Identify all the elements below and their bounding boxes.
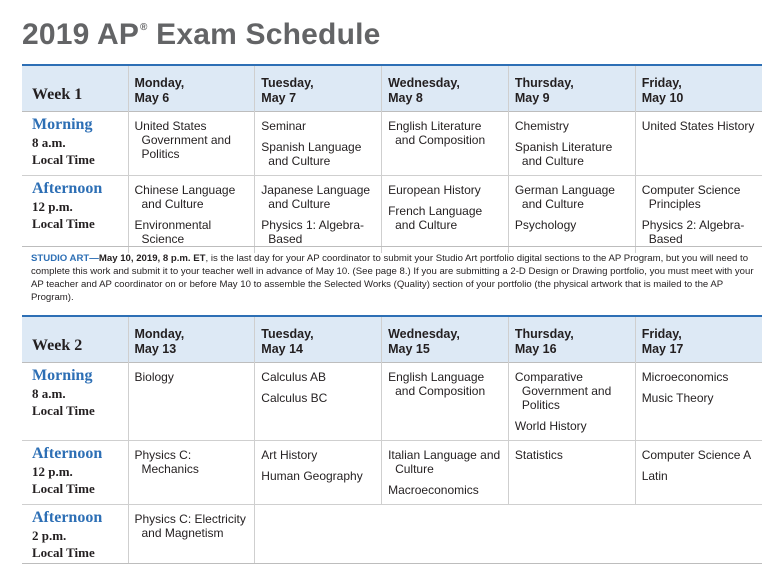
start-time: 12 p.m. [32,463,73,479]
exam-name: Art History [261,447,318,462]
week1-table [22,64,762,253]
title-rest-text: Exam Schedule [147,18,381,51]
note-deadline: May 10, 2019, 8 p.m. ET [98,253,206,264]
exam-name: Calculus AB [261,369,326,384]
time-slot-label [22,362,128,440]
exam-name: German Language and Culture [514,182,615,211]
empty-cell [255,504,382,564]
exam-name: Psychology [514,217,577,232]
exam-cell [382,440,509,504]
exam-cell [635,362,762,440]
start-time: 8 a.m. [32,385,66,401]
period-afternoon: Afternoon [32,508,103,526]
local-time-label: Local Time [32,151,95,167]
empty-cell [635,504,762,564]
exam-cell [128,440,255,504]
divider [22,246,762,247]
time-slot-label [22,111,128,175]
local-time-label: Local Time [32,402,95,418]
local-time-label: Local Time [32,480,95,496]
exam-name: Computer Science Principles [641,182,741,211]
time-slot-label [22,504,128,564]
exam-name: Calculus BC [261,390,328,405]
page-title [22,18,381,52]
week2-afternoon-row [22,440,762,504]
exam-cell [508,440,635,504]
exam-name: Microeconomics [641,369,729,384]
period-morning: Morning [32,115,93,133]
week1-afternoon-row [22,175,762,253]
exam-cell [635,111,762,175]
exam-cell [382,111,509,175]
exam-name: Latin [641,468,668,483]
exam-name: Physics 1: Algebra-Based [261,217,365,246]
exam-name: Japanese Language and Culture [261,182,371,211]
time-slot-label [22,175,128,253]
start-time: 12 p.m. [32,198,73,214]
exam-cell [255,175,382,253]
exam-name: Spanish Literature and Culture [514,139,613,168]
exam-cell [382,175,509,253]
week2-day-header: Thursday, May 16 [508,316,635,362]
week1-header-row [22,65,762,111]
local-time-label: Local Time [32,215,95,231]
exam-name: Italian Language and Culture [388,447,501,476]
exam-name: Biology [134,369,174,384]
exam-name: French Language and Culture [388,203,483,232]
local-time-label: Local Time [32,544,95,560]
note-dash: — [89,253,99,264]
registered-mark: ® [140,22,148,33]
exam-cell [128,362,255,440]
empty-cell [508,504,635,564]
exam-name: Chemistry [514,118,569,133]
exam-name: Environmental Science [134,217,212,246]
exam-name: United States Government and Politics [134,118,231,161]
exam-name: Physics 2: Algebra-Based [641,217,745,246]
exam-name: Human Geography [261,468,363,483]
exam-name: European History [388,182,481,197]
exam-name: Spanish Language and Culture [261,139,362,168]
exam-name: English Literature and Composition [388,118,486,147]
exam-name: World History [514,418,587,433]
exam-cell [255,440,382,504]
week1-label: Week 1 [22,65,128,111]
exam-cell [255,362,382,440]
week2-day-header: Friday, May 17 [635,316,762,362]
week2-morning-row [22,362,762,440]
week1-day-header: Friday, May 10 [635,65,762,111]
exam-name: Physics C: Electricity and Magnetism [134,511,246,540]
exam-cell [508,111,635,175]
start-time: 2 p.m. [32,527,67,543]
period-afternoon: Afternoon [32,179,103,197]
exam-name: Seminar [261,118,306,133]
exam-name: Music Theory [641,390,714,405]
week2-table [22,315,762,564]
exam-name: Statistics [514,447,563,462]
exam-name: Computer Science A [641,447,752,462]
title-text: 2019 AP [22,18,140,51]
empty-cell [382,504,509,564]
week1-day-header: Monday, May 6 [128,65,255,111]
exam-cell [255,111,382,175]
week1-day-header: Thursday, May 9 [508,65,635,111]
week2-day-header: Tuesday, May 14 [255,316,382,362]
exam-cell [128,111,255,175]
time-slot-label [22,440,128,504]
exam-name: English Language and Composition [388,369,486,398]
note-lead: STUDIO ART [31,253,90,264]
week1-day-header: Tuesday, May 7 [255,65,382,111]
exam-name: Physics C: Mechanics [134,447,199,476]
period-afternoon: Afternoon [32,444,103,462]
week2-label: Week 2 [22,316,128,362]
bottom-divider [22,563,762,564]
note-body: , is the last day for your AP coordinator to submit your Studio Art portfolio digital sections to the AP Program, but you will need to complete this work and submit it to your teacher well in advance of May 10. (See page 8.) If you are submitting a 2-D Design or Drawing portfolio, you must meet with your AP teacher and AP coordinator on or before May 10 to assemble the Selected Works (Quality) section of your portfolio (the physical artwork that is mailed to the AP Program). [31,253,754,303]
exam-name: United States History [641,118,755,133]
exam-cell [508,362,635,440]
exam-cell [382,362,509,440]
exam-name: Macroeconomics [388,482,479,497]
period-morning: Morning [32,366,93,384]
week2-day-header: Monday, May 13 [128,316,255,362]
exam-name: Comparative Government and Politics [514,369,612,412]
week2-header-row [22,316,762,362]
exam-cell [128,504,255,564]
week2-afternoon2-row [22,504,762,564]
exam-cell [508,175,635,253]
exam-cell [635,175,762,253]
studio-art-note [31,252,761,304]
exam-cell [635,440,762,504]
start-time: 8 a.m. [32,134,66,150]
exam-cell [128,175,255,253]
week2-day-header: Wednesday, May 15 [382,316,509,362]
week1-morning-row [22,111,762,175]
exam-name: Chinese Language and Culture [134,182,236,211]
week1-day-header: Wednesday, May 8 [382,65,509,111]
